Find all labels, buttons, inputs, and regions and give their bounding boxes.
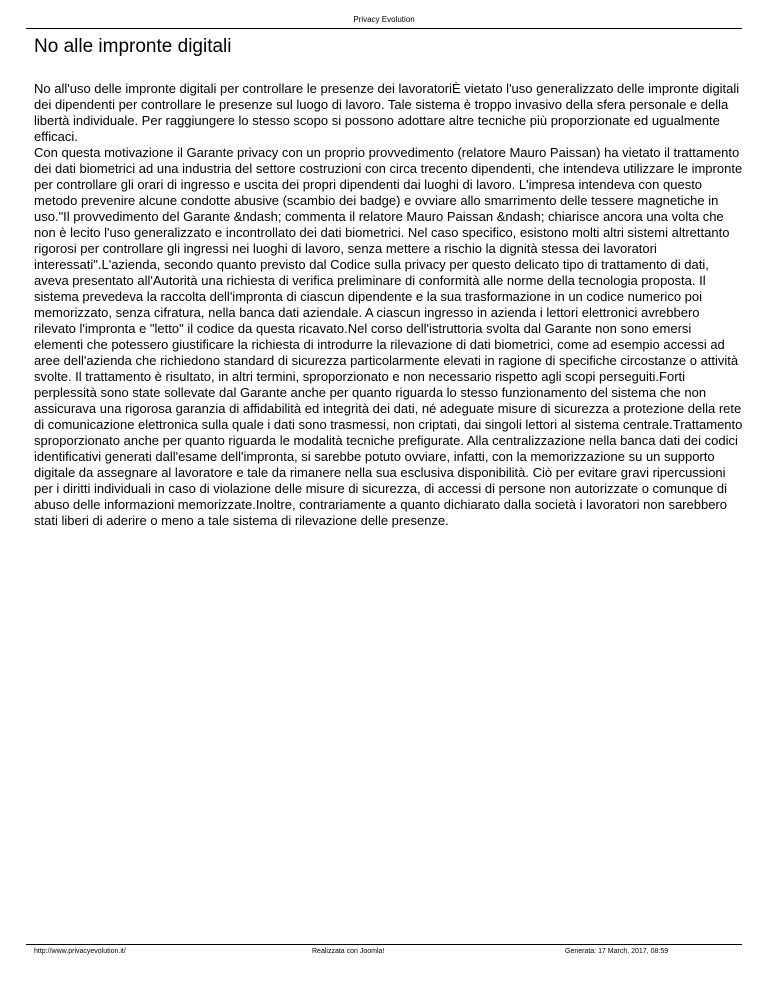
article-title: No alle impronte digitali [34, 36, 232, 57]
footer-credit: Realizzata con Joomla! [312, 948, 385, 955]
footer-generated-date: Generata: 17 March, 2017, 08:59 [565, 948, 669, 955]
site-header-name: Privacy Evolution [353, 15, 415, 24]
article-body: No all'uso delle impronte digitali per controllare le presenze dei lavoratoriÈ vietato l'uso generalizzato delle impronte digitali dei dipendenti per controllare le presenze sul luogo di lavoro. Tale sistema è troppo invasivo della sfera personale e della libertà individuale. Per raggiungere lo stesso scopo si possono adottare altre tecniche più proporzionate ed ugualmente efficaci. Con questa motivazione il Garante privacy con un proprio provvedimento (relatore Mauro Paissan) ha vietato il trattamento dei dati biometrici ad una industria del settore costruzioni con circa trecento dipendenti, che intendeva utilizzare le impronte per controllare gli orari di ingresso e uscita dei propri dipendenti dai luoghi di lavoro. L'impresa intendeva con questo metodo prevenire alcune condotte abusive (scambio dei badge) e ovviare allo smarrimento delle tessere magnetiche in uso."Il provvedimento del Garante &ndash; commenta il relatore Mauro Paissan &ndash; chiarisce ancora una volta che non è lecito l'uso generalizzato e incontrollato dei dati biometrici. Nel caso specifico, esistono molti altri sistemi altrettanto rigorosi per controllare gli ingressi nei luoghi di lavoro, senza mettere a rischio la dignità stessa dei lavoratori interessati".L'azienda, secondo quanto previsto dal Codice sulla privacy per questo delicato tipo di trattamento di dati, aveva presentato all'Autorità una richiesta di verifica preliminare di conformità alle norme della tecnologia proposta. Il sistema prevedeva la raccolta dell'impronta di ciascun dipendente e la sua trasformazione in un codice numerico poi memorizzato, senza cifratura, nella banca dati aziendale. A ciascun ingresso in azienda i lettori elettronici avrebbero rilevato l'impronta e "letto" il codice da questa ricavato.Nel corso dell'istruttoria svolta dal Garante non sono emersi elementi che potessero giustificare la richiesta di introdurre la rilevazione di dati biometrici, come ad esempio accessi ad aree dell'azienda che richiedono standard di sicurezza particolarmente elevati in ragione di specifiche circostanze o attività svolte. Il trattamento è risultato, in altri termini, sproporzionato e non necessario rispetto agli scopi perseguiti.Forti perplessità sono state sollevate dal Garante anche per quanto riguarda lo stesso funzionamento del sistema che non assicurava una rigorosa garanzia di affidabilità ed integrità dei dati, né adeguate misure di sicurezza a protezione della rete di comunicazione elettronica sulla quale i dati sono trasmessi, non criptati, dai singoli lettori al sistema centrale.Trattamento sproporzionato anche per quanto riguarda le modalità tecniche prefigurate. Alla centralizzazione nella banca dati dei codici identificativi generati dall'esame dell'impronta, si sarebbe potuto ovviare, infatti, con la memorizzazione su un supporto digitale da assegnare al lavoratore e tale da rimanere nella sua esclusiva disponibilità. Ciò per evitare gravi ripercussioni per i diritti individuali in caso di violazione delle misure di sicurezza, di accessi di persone non autorizzate o comunque di abuso delle informazioni memorizzate.Inoltre, contrariamente a quanto dichiarato dalla società i lavoratori non sarebbero stati liberi di aderire o meno a tale sistema di rilevazione delle presenze. [34, 81, 743, 528]
header-divider [26, 28, 742, 29]
footer-url: http://www.privacyevolution.it/ [34, 948, 126, 955]
footer-divider [26, 944, 742, 945]
